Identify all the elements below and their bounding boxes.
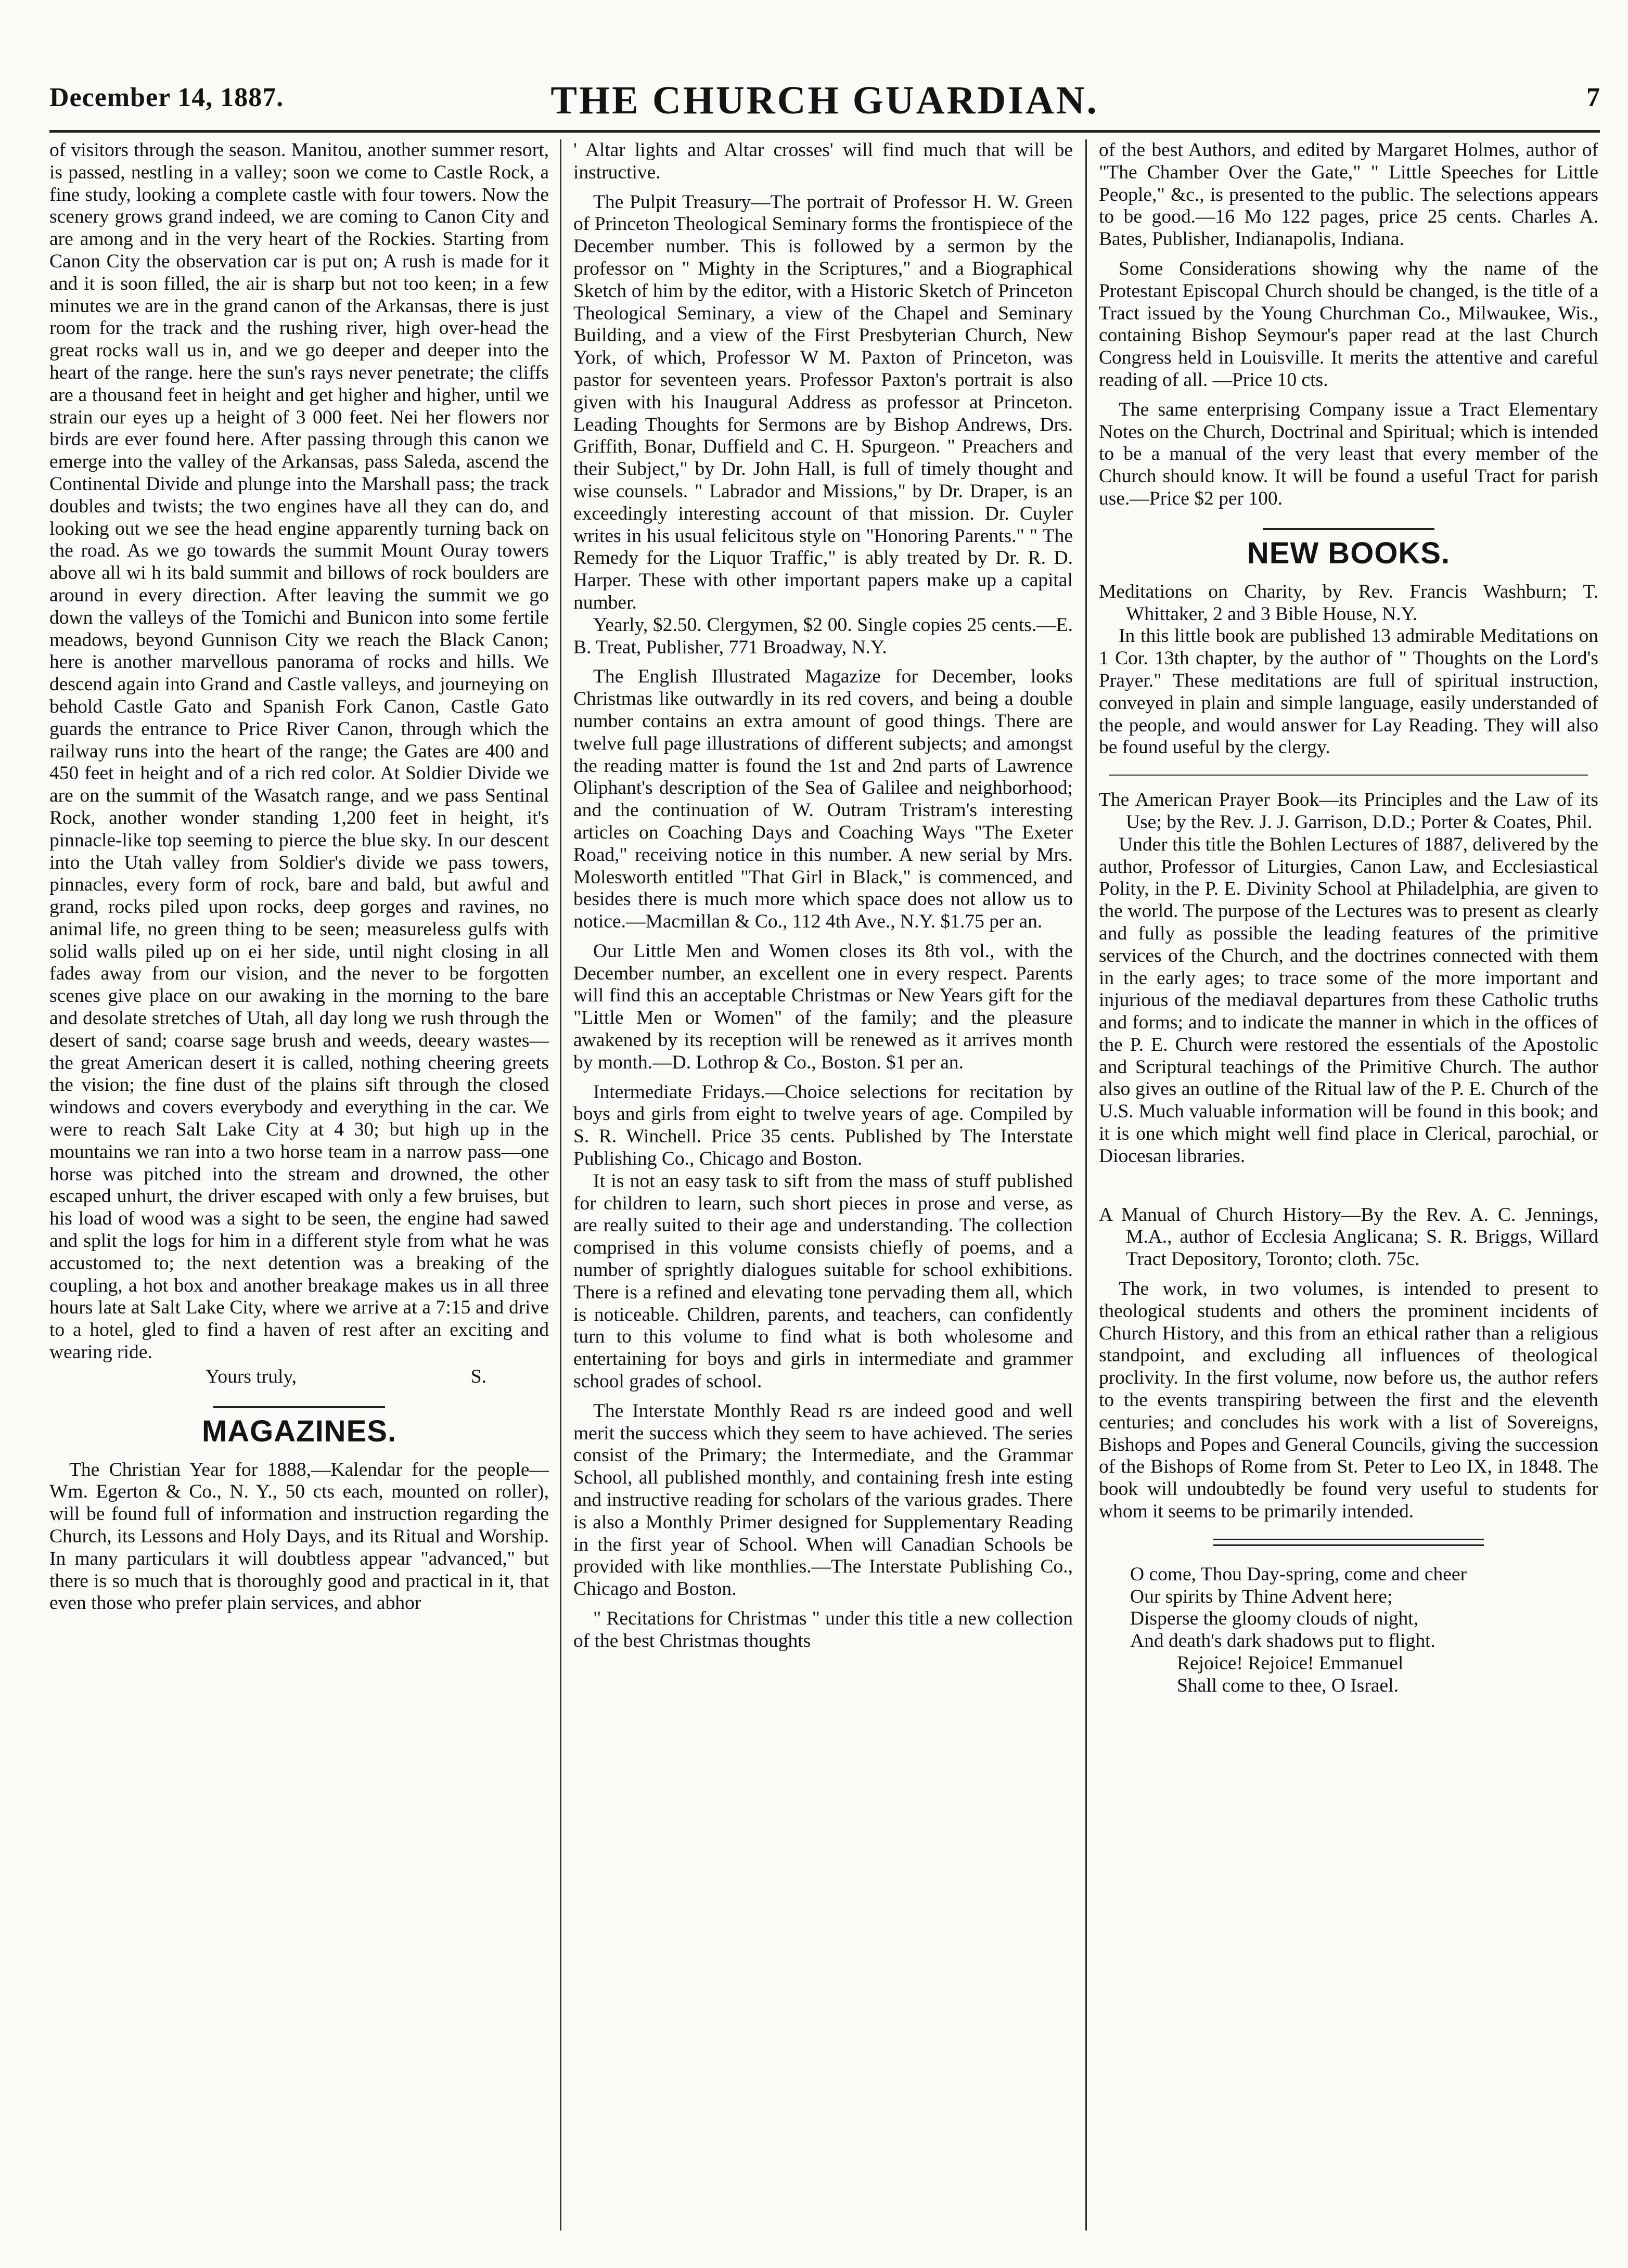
column-1 — [49, 139, 549, 2225]
column-2 — [573, 139, 1073, 2225]
poem-line: Disperse the gloomy clouds of night, — [1130, 1608, 1419, 1630]
section-rule — [213, 1406, 385, 1408]
book-title-meditations: Meditations on Charity, by Rev. Francis Washburn; T. Whittaker, 2 and 3 Bible House, N.Y. — [1099, 581, 1598, 625]
book-title-church-history: A Manual of Church History—By the Rev. A. C. Jennings, M.A., author of Ecclesia Anglicana; S. R. Briggs, Willard Tract Depository, Toronto; cloth. 75c. — [1099, 1204, 1598, 1270]
column-divider — [560, 139, 561, 2231]
book-review-church-history: The work, in two volumes, is intended to present to theological students and others the prominent incidents of Church History, and this from an ethical rather than a religious standpoint, and excluding all influences of theological proclivity. In the first volume, now before us, the author refers to the events transpiring between the first and the eleventh centuries; and concludes his work with a list of Sovereigns, Bishops and Popes and General Councils, giving the succession of the Bishops of Rome from St. Peter to Leo IX, in 1848. The book will undoubtedly be found very useful to students for whom it seems to be primarily intended. — [1099, 1278, 1598, 1523]
intermediate-fridays-body: It is not an easy task to sift from the mass of stuff published for children to learn, such short pieces in prose and verse, as are really suited to their age and understanding. The collection comprised in this volume consists chiefly of poems, and a number of sprightly dialogues suitable for school exhibitions. There is a refined and elevating tone pervading them all, which is noticeable. Children, parents, and teachers, can confidently turn to this volume to find what is both wholesome and entertaining for boys and girls in intermediate and grammer school grades of school. — [573, 1170, 1073, 1393]
poem-line: Our spirits by Thine Advent here; — [1130, 1586, 1393, 1607]
review-little-men-women: Our Little Men and Women closes its 8th vol., with the December number, an excellent one in every respect. Parents will find this an acceptable Christmas or New Years gift for the "Little Men or Women" of the family; and the pleasure awakened by its reception will be renewed as it arrives month by month.—D. Lothrop & Co., Boston. $1 per an. — [573, 940, 1073, 1073]
review-continuation: ' Altar lights and Altar crosses' will find much that will be instructive. — [573, 139, 1073, 183]
pulpit-treasury-price: Yearly, $2.50. Clergymen, $2 00. Single copies 25 cents.—E. B. Treat, Publisher, 771 Broadway, N.Y. — [573, 614, 1073, 658]
poem-line: O come, Thou Day-spring, come and cheer — [1130, 1563, 1467, 1585]
page-number: 7 — [1586, 83, 1600, 112]
review-recitations-continued: of the best Authors, and edited by Margaret Holmes, author of "The Chamber Over the Gate," " Little Speeches for Little People," &c., is presented to the public. The selections appears to be good.—16 Mo 122 pages, price 25 cents. Charles A. Bates, Publisher, Indianapolis, Indiana. — [1099, 139, 1598, 250]
poem-line: Shall come to thee, O Israel. — [1177, 1674, 1399, 1696]
column-3 — [1099, 139, 1598, 2225]
book-title-prayer-book: The American Prayer Book—its Principles and the Law of its Use; by the Rev. J. J. Garrison, D.D.; Porter & Coates, Phil. — [1099, 789, 1598, 833]
book-review-prayer-book: Under this title the Bohlen Lectures of 1887, delivered by the author, Professor of Liturgies, Canon Law, and Ecclesiastical Polity, in the P. E. Divinity School at Philadelphia, are given to the world. The purpose of the Lectures was to present as clearly and fully as possible the leading features of the primitive services of the Church, and the doctrines connected with them in the early ages; to trace some of the more important and injurious of the mediaval departures from these Catholic truths and forms; and to indicate the manner in which in the offices of the P. E. Church were restored the essentials of the Apostolic and Scriptural teachings of the Primitive Church. The author also gives an outline of the Ritual law of the P. E. Church of the U.S. Much valuable information will be found in this book; and it is one which might well find place in Clerical, parochial, or Diocesan libraries. — [1099, 833, 1598, 1167]
review-elementary-notes: The same enterprising Company issue a Tract Elementary Notes on the Church, Doctrinal and Spiritual; which is intended to be a manual of the very least that every member of the Church should know. It will be found a useful Tract for parish use.—Price $2 per 100. — [1099, 398, 1598, 509]
poem-line: And death's dark shadows put to flight. — [1130, 1630, 1435, 1652]
review-pulpit-treasury: The Pulpit Treasury—The portrait of Professor H. W. Green of Princeton Theological Seminary forms the frontispiece of the December number. This is followed by a sermon by the professor on " Mighty in the Scriptures," and a Biographical Sketch of him by the editor, with a Historic Sketch of Princeton Theological Seminary, a view of the Chapel and Seminary Building, and a view of the First Presbyterian Church, New York, of which, Professor W M. Paxton of Princeton, was pastor for seventeen years. Professor Paxton's portrait is also given with his Inaugural Address as professor at Princeton. Leading Thoughts for Sermons are by Bishop Andrews, Drs. Griffith, Bonar, Duffield and C. H. Spurgeon. " Preachers and their Subject," by Dr. John Hall, is full of timely thought and wise counsels. " Labrador and Missions," by Dr. Draper, is an exceedingly interesting account of that mission. Dr. Cuyler writes in his usual felicitous style on "Honoring Parents." " The Remedy for the Liquor Traffic," is ably treated by Dr. R. D. Harper. These with other important papers make up a capital number. — [573, 191, 1073, 613]
column-divider — [1085, 139, 1087, 2231]
letter-signature: S. — [470, 1365, 486, 1387]
review-english-illustrated: The English Illustrated Magazize for December, looks Christmas like outwardly in its red covers, and being a double number contains an extra amount of good things. There are twelve full page illustrations of different subjects; and amongst the reading matter is found the 1st and 2nd parts of Lawrence Oliphant's description of the Sea of Galilee and neighborhood; and the continuation of W. Outram Tristram's interesting articles on Coaching Days and Coaching Ways "The Exeter Road," receiving notice in this number. A new serial by Mrs. Molesworth entitled "That Girl in Black," is commenced, and besides there is much more which space does not allow us to notice.—Macmillan & Co., 112 4th Ave., N.Y. $1.75 per an. — [573, 666, 1073, 933]
review-christian-year: The Christian Year for 1888,—Kalendar for the people— Wm. Egerton & Co., N. Y., 50 cts each, mounted on roller), will be found full of information and instruction regarding the Church, its Lessons and Holy Days, and its Ritual and Worship. In many particulars it will doubtless appear "advanced," but there is so much that is thoroughly good and practical in it, that even those who prefer plain services, and abhor — [49, 1459, 549, 1614]
poem-divider — [1213, 1539, 1484, 1546]
advent-poem — [1099, 1564, 1598, 1697]
new-books-heading: NEW BOOKS. — [1247, 536, 1451, 570]
magazines-heading: MAGAZINES. — [201, 1414, 397, 1448]
letter-closing: Yours truly, — [206, 1365, 297, 1387]
review-recitations-christmas: " Recitations for Christmas " under this title a new collection of the best Christmas thoughts — [573, 1608, 1073, 1652]
review-intermediate-fridays: Intermediate Fridays.—Choice selections for recitation by boys and girls from eight to twelve years of age. Compiled by S. R. Winchell. Price 35 cents. Published by The Interstate Publishing Co., Chicago and Boston. — [573, 1081, 1073, 1170]
poem-line: Rejoice! Rejoice! Emmanuel — [1177, 1653, 1404, 1674]
travel-letter-text: of visitors through the season. Manitou, another summer resort, is passed, nestling in a valley; soon we come to Castle Rock, a fine study, looking a complete castle with four towers. Now the scenery grows grand indeed, we are coming to Canon City and are among and in the very heart of the Rockies. Starting from Canon City the observation car is put on; A rush is made for it and it is soon filled, the air is sharp but not too keen; in a few minutes we are in the grand canon of the Arkansas, there is just room for the track and the rushing river, high over-head the great rocks wall us in, and we go deeper and deeper into the heart of the range. here the sun's rays never penetrate; the cliffs are a thousand feet in height and get higher and higher, until we strain our eyes up a height of 3 000 feet. Nei her flowers nor birds are ever found here. After passing through this canon we emerge into the valley of the Arkansas, pass Saleda, ascend the Continental Divide and plunge into the Marshall pass; the track doubles and twists; the two engines have all they can do, and looking out we see the head engine apparently turning back on the road. As we go towards the summit Mount Ouray towers above all wi h its bald summit and billows of rock boulders are around in every direction. After leaving the summit we go down the valleys of the Tomichi and Bunicon into some fertile meadows, beyond Gunnison City we reach the Black Canon; here is another marvellous panorama of rocks and hills. We descend again into Grand and Castle valleys, and journeying on behold Castle Gato and Spanish Fork Canon, Castle Gato guards the entrance to Price River Canon, through which the railway runs into the heart of the range; the Gates are 400 and 450 feet in height and of a rich red color. At Soldier Divide we are on the summit of the Wasatch range, and we pass Sentinal Rock, another wonder standing 1,200 feet in height, it's pinnacle-like top seeming to pierce the blue sky. In our descent into the Utah valley from Soldier's divide we pass towers, pinnacles, every form of rock, bare and bald, but awful and grand, rocks piled upon rocks, deep gorges and ravines, no animal life, no green thing to be seen; measureless gulfs with solid walls piled up on ei her side, until night closing in all fades away from our vision, and the never to be forgotten scenes give place on our awaking in the morning to the bare and desolate stretches of Utah, all day long we rush through the desert of sand; coarse sage brush and weeds, deeary wastes—the great American desert it is called, nothing cheering greets the vision; the fine dust of the plains sift through the closed windows and covers everybody and everything in the car. We were to reach Salt Lake City at 4 30; but high up in the mountains we ran into a two horse team in a narrow pass—one horse was pitched into the stream and drowned, the other escaped unhurt, the driver escaped with only a few bruises, but his load of wood was a sight to be seen, the engine had sawed and split the logs for him in a different style from what he was accustomed to; the next detention was a breaking of the coupling, a hot box and another breakage makes us in all three hours late at Salt Lake City, where we arrive at a 7:15 and drive to a hotel, gled to find a haven of rest after an exciting and wearing ride. — [49, 139, 549, 1363]
masthead — [49, 78, 1600, 135]
letter-signoff — [49, 1366, 549, 1388]
book-divider — [1109, 775, 1588, 776]
masthead-rule — [49, 130, 1600, 133]
newspaper-title: THE CHURCH GUARDIAN. — [550, 79, 1099, 122]
section-rule — [1263, 528, 1434, 530]
book-review-meditations: In this little book are published 13 admirable Meditations on 1 Cor. 13th chapter, by the author of " Thoughts on the Lord's Prayer." These meditations are full of spiritual instruction, conveyed in plain and simple language, easily understanded of the people, and would answer for Lay Reading. They will also be found useful by the clergy. — [1099, 625, 1598, 758]
review-interstate-readers: The Interstate Monthly Read rs are indeed good and well merit the success which they seem to have achieved. The series consist of the Primary; the Intermediate, and the Grammar School, all published monthly, and containing fresh inte esting and instructive reading for scholars of the various grades. There is also a Monthly Primer designed for Supplementary Reading in the first year of School. When will Canadian Schools be provided with like monthlies.—The Interstate Publishing Co., Chicago and Boston. — [573, 1400, 1073, 1600]
issue-date: December 14, 1887. — [49, 83, 284, 112]
review-some-considerations: Some Considerations showing why the name of the Protestant Episcopal Church should be changed, is the title of a Tract issued by the Young Churchman Co., Milwaukee, Wis., containing Bishop Seymour's paper read at the last Church Congress held in Louisville. It merits the attentive and careful reading of all. —Price 10 cts. — [1099, 257, 1598, 391]
